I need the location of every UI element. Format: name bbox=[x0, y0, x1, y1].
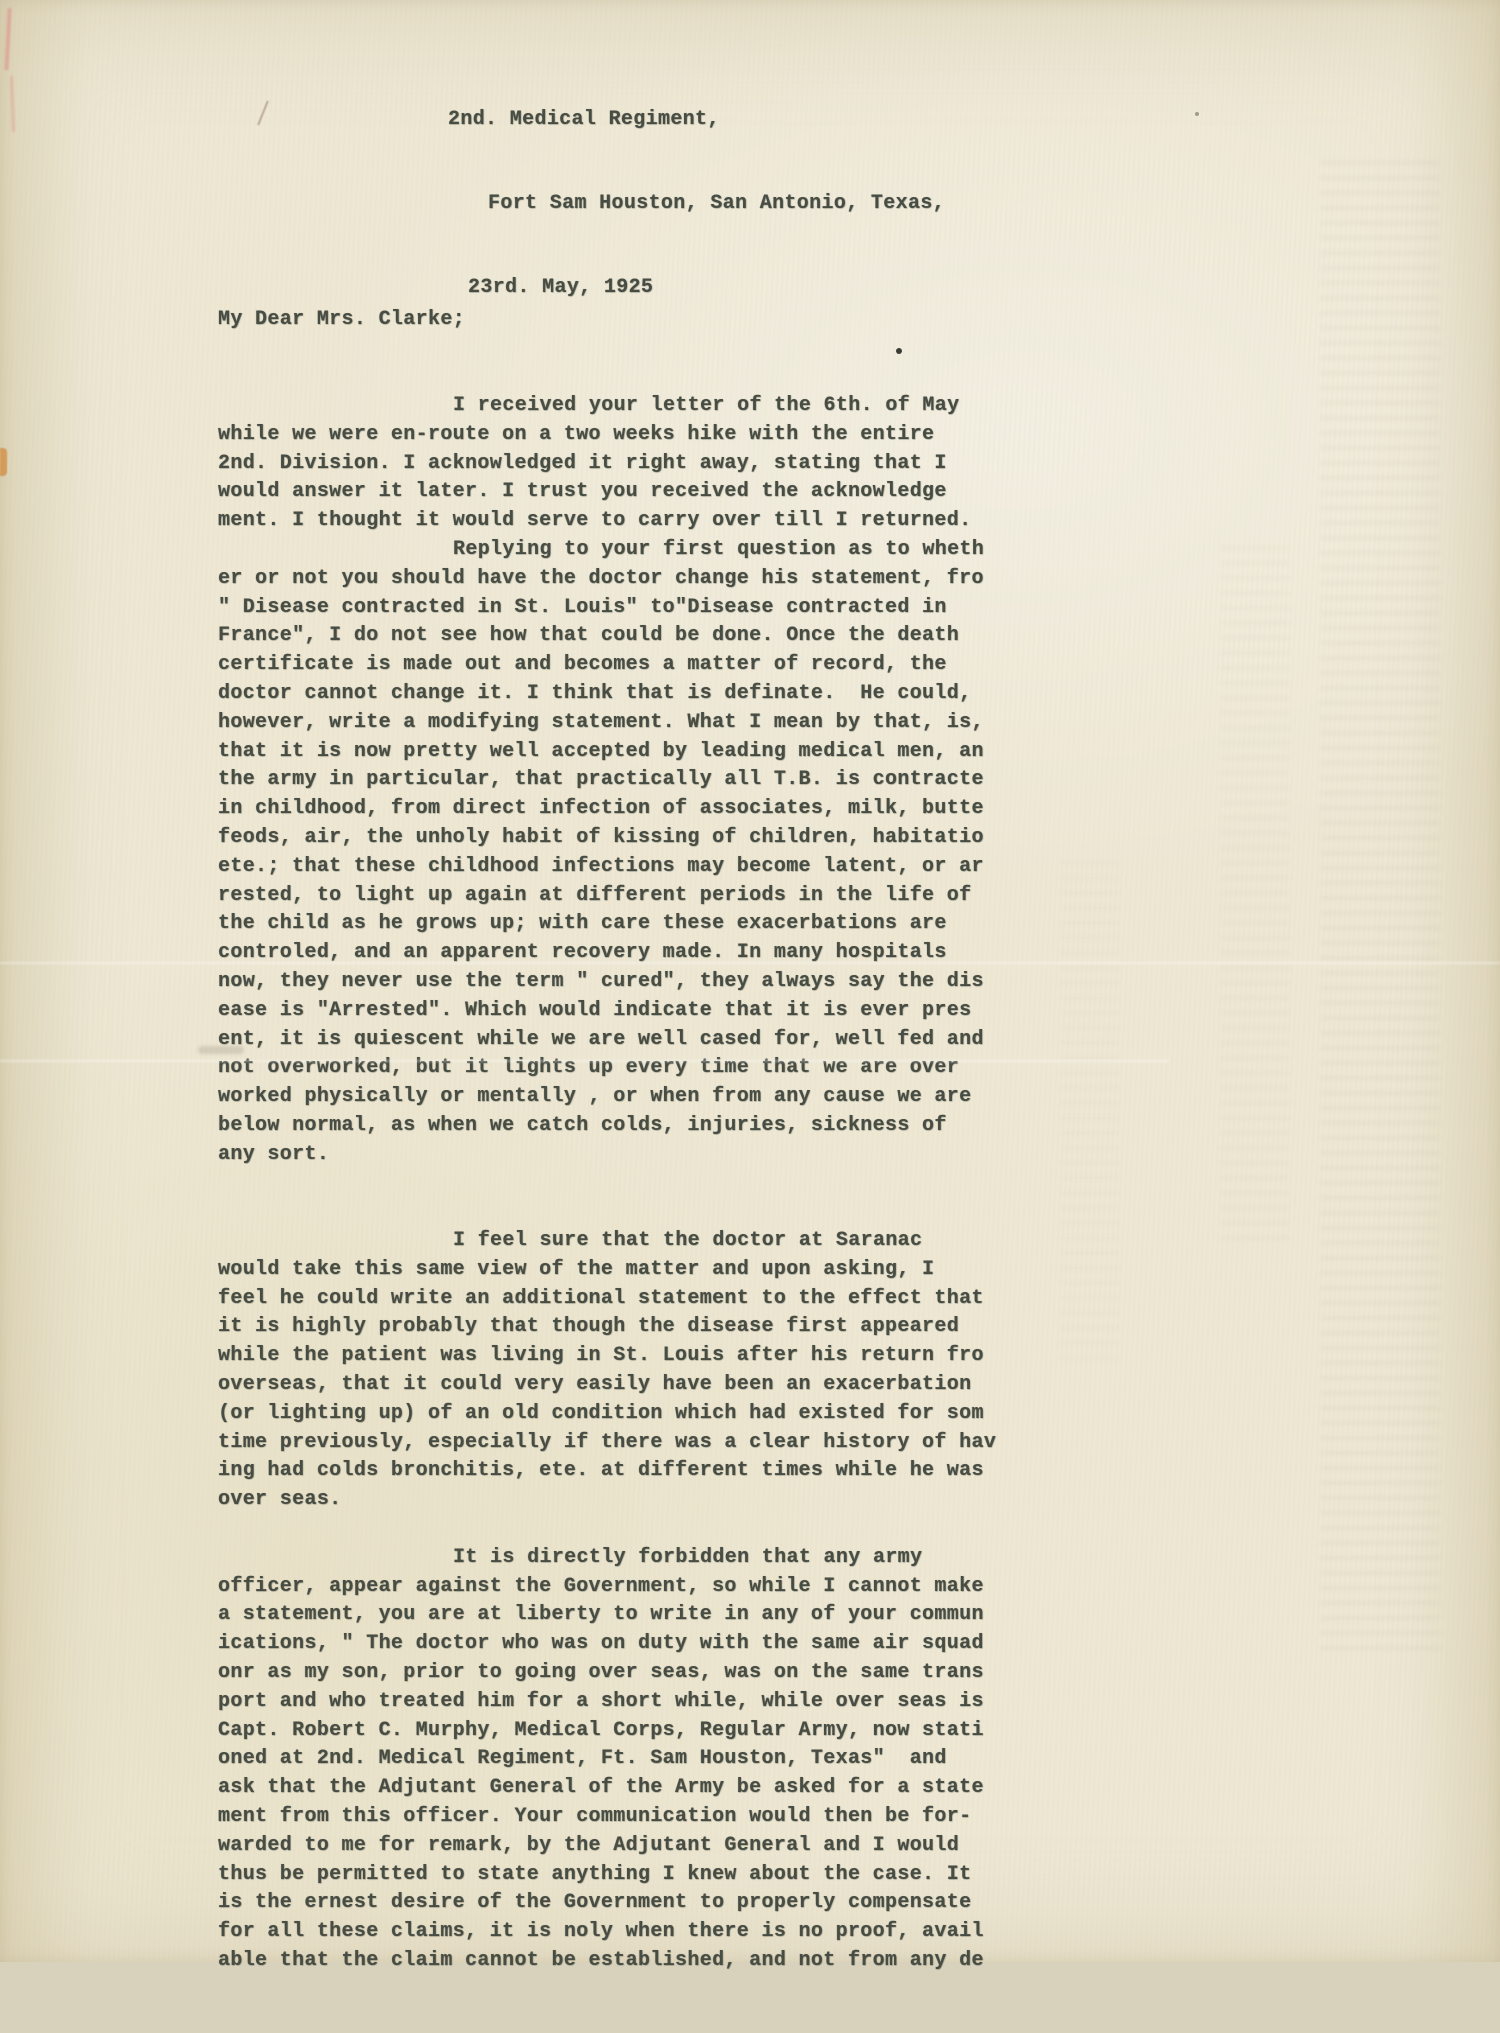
letter-line: thus be permitted to state anything I knew about the case. It bbox=[218, 1862, 972, 1886]
letter-line: worked physically or mentally , or when from any cause we are bbox=[218, 1085, 972, 1109]
letter-line: ete.; that these childhood infections may become latent, or ar bbox=[218, 854, 984, 878]
paragraph bbox=[218, 1544, 996, 1976]
letter-line: it is highly probably that though the disease first appeared bbox=[218, 1315, 960, 1339]
letter-line: controled, and an apparent recovery made. In many hospitals bbox=[218, 941, 947, 965]
letter-line: ask that the Adjutant General of the Army be asked for a state bbox=[218, 1776, 984, 1800]
letter-line: er or not you should have the doctor change his statement, fro bbox=[218, 566, 984, 590]
paper-crease bbox=[0, 1060, 1170, 1062]
letter-line: 2nd. Division. I acknowledged it right away, stating that I bbox=[218, 451, 947, 475]
letter-line: the army in particular, that practically all T.B. is contracte bbox=[218, 768, 984, 792]
letter-line: ent, it is quiescent while we are well cased for, well fed and bbox=[218, 1027, 984, 1051]
orange-edge-mark bbox=[0, 448, 7, 476]
paragraph bbox=[218, 1227, 996, 1515]
letter-line: oned at 2nd. Medical Regiment, Ft. Sam Houston, Texas" and bbox=[218, 1747, 947, 1771]
letter-line: ease is "Arrested". Which would indicate that it is ever pres bbox=[218, 998, 972, 1022]
letter-line: now, they never use the term " cured", they always say the dis bbox=[218, 969, 984, 993]
letter-line: officer, appear against the Government, so while I cannot make bbox=[218, 1574, 984, 1598]
ink-speck bbox=[1195, 112, 1199, 116]
letter-line: that it is now pretty well accepted by leading medical men, an bbox=[218, 739, 984, 763]
letter-paragraphs bbox=[218, 392, 996, 1976]
letter-line: is the ernest desire of the Government to properly compensate bbox=[218, 1891, 972, 1915]
letter-line: rested, to light up again at different periods in the life of bbox=[218, 883, 972, 907]
letter-line: feods, air, the unholy habit of kissing of children, habitatio bbox=[218, 825, 984, 849]
letter-line: not overworked, but it lights up every time that we are over bbox=[218, 1056, 960, 1080]
letter-line: would take this same view of the matter and upon asking, I bbox=[218, 1257, 935, 1281]
letter-line: however, write a modifying statement. What I mean by that, is, bbox=[218, 710, 984, 734]
bleedthrough-texture bbox=[1320, 150, 1440, 1650]
letter-line: Capt. Robert C. Murphy, Medical Corps, Regular Army, now stati bbox=[218, 1718, 984, 1742]
header-date-line: 23rd. May, 1925 bbox=[468, 276, 654, 299]
letter-line: in childhood, from direct infection of associates, milk, butte bbox=[218, 797, 984, 821]
header-location-line: Fort Sam Houston, San Antonio, Texas, bbox=[488, 192, 946, 215]
letter-line: below normal, as when we catch colds, injuries, sickness of bbox=[218, 1113, 947, 1137]
bleedthrough-texture bbox=[1220, 540, 1290, 1240]
letter-line: ing had colds bronchitis, ete. at different times while he was bbox=[218, 1459, 984, 1483]
letter-line: able that the claim cannot be established, and not from any de bbox=[218, 1949, 984, 1973]
letter-line: ment from this officer. Your communication would then be for- bbox=[218, 1805, 972, 1829]
letter-line: Replying to your first question as to wheth bbox=[453, 537, 985, 561]
letter-line: a statement, you are at liberty to write in any of your commun bbox=[218, 1603, 984, 1627]
letter-line: It is directly forbidden that any army bbox=[453, 1545, 923, 1569]
letter-line: feel he could write an additional statement to the effect that bbox=[218, 1286, 984, 1310]
paragraph bbox=[218, 392, 996, 536]
letter-line: certificate is made out and becomes a matter of record, the bbox=[218, 653, 947, 677]
letter-line: time previously, especially if there was a clear history of hav bbox=[218, 1430, 997, 1454]
letter-line: ment. I thought it would serve to carry over till I returned. bbox=[218, 509, 972, 533]
letter-line: (or lighting up) of an old condition which had existed for som bbox=[218, 1401, 984, 1425]
letter-line: ications, " The doctor who was on duty with the same air squad bbox=[218, 1632, 984, 1656]
letter-line: for all these claims, it is noly when there is no proof, avail bbox=[218, 1920, 984, 1944]
paragraph bbox=[218, 536, 996, 1170]
letter-line: warded to me for remark, by the Adjutant General and I would bbox=[218, 1833, 960, 1857]
letter-line: would answer it later. I trust you received the acknowledge bbox=[218, 480, 947, 504]
letter-line: overseas, that it could very easily have been an exacerbation bbox=[218, 1373, 972, 1397]
letter-line: doctor cannot change it. I think that is definate. He could, bbox=[218, 681, 972, 705]
letter-line: while the patient was living in St. Louis after his return fro bbox=[218, 1344, 984, 1368]
letter-line: over seas. bbox=[218, 1488, 342, 1512]
letter-line: the child as he grows up; with care these exacerbations are bbox=[218, 912, 947, 936]
header-unit-line: 2nd. Medical Regiment, bbox=[448, 108, 720, 131]
salutation-line: My Dear Mrs. Clarke; bbox=[218, 307, 466, 331]
letter-line: port and who treated him for a short while, while over seas is bbox=[218, 1689, 984, 1713]
bleedthrough-texture bbox=[1060, 860, 1120, 1360]
letter-line: onr as my son, prior to going over seas, was on the same trans bbox=[218, 1661, 984, 1685]
letter-line: France", I do not see how that could be done. Once the death bbox=[218, 624, 960, 648]
letter-line: I feel sure that the doctor at Saranac bbox=[453, 1229, 923, 1253]
pencil-smudge bbox=[198, 1046, 244, 1054]
letter-line: while we were en-route on a two weeks hike with the entire bbox=[218, 422, 935, 446]
ink-speck bbox=[896, 348, 902, 354]
letter-line: " Disease contracted in St. Louis" to"Disease contracted in bbox=[218, 595, 947, 619]
letter-body bbox=[218, 248, 996, 2033]
letter-line: any sort. bbox=[218, 1142, 330, 1166]
letter-line: I received your letter of the 6th. of May bbox=[453, 393, 960, 417]
